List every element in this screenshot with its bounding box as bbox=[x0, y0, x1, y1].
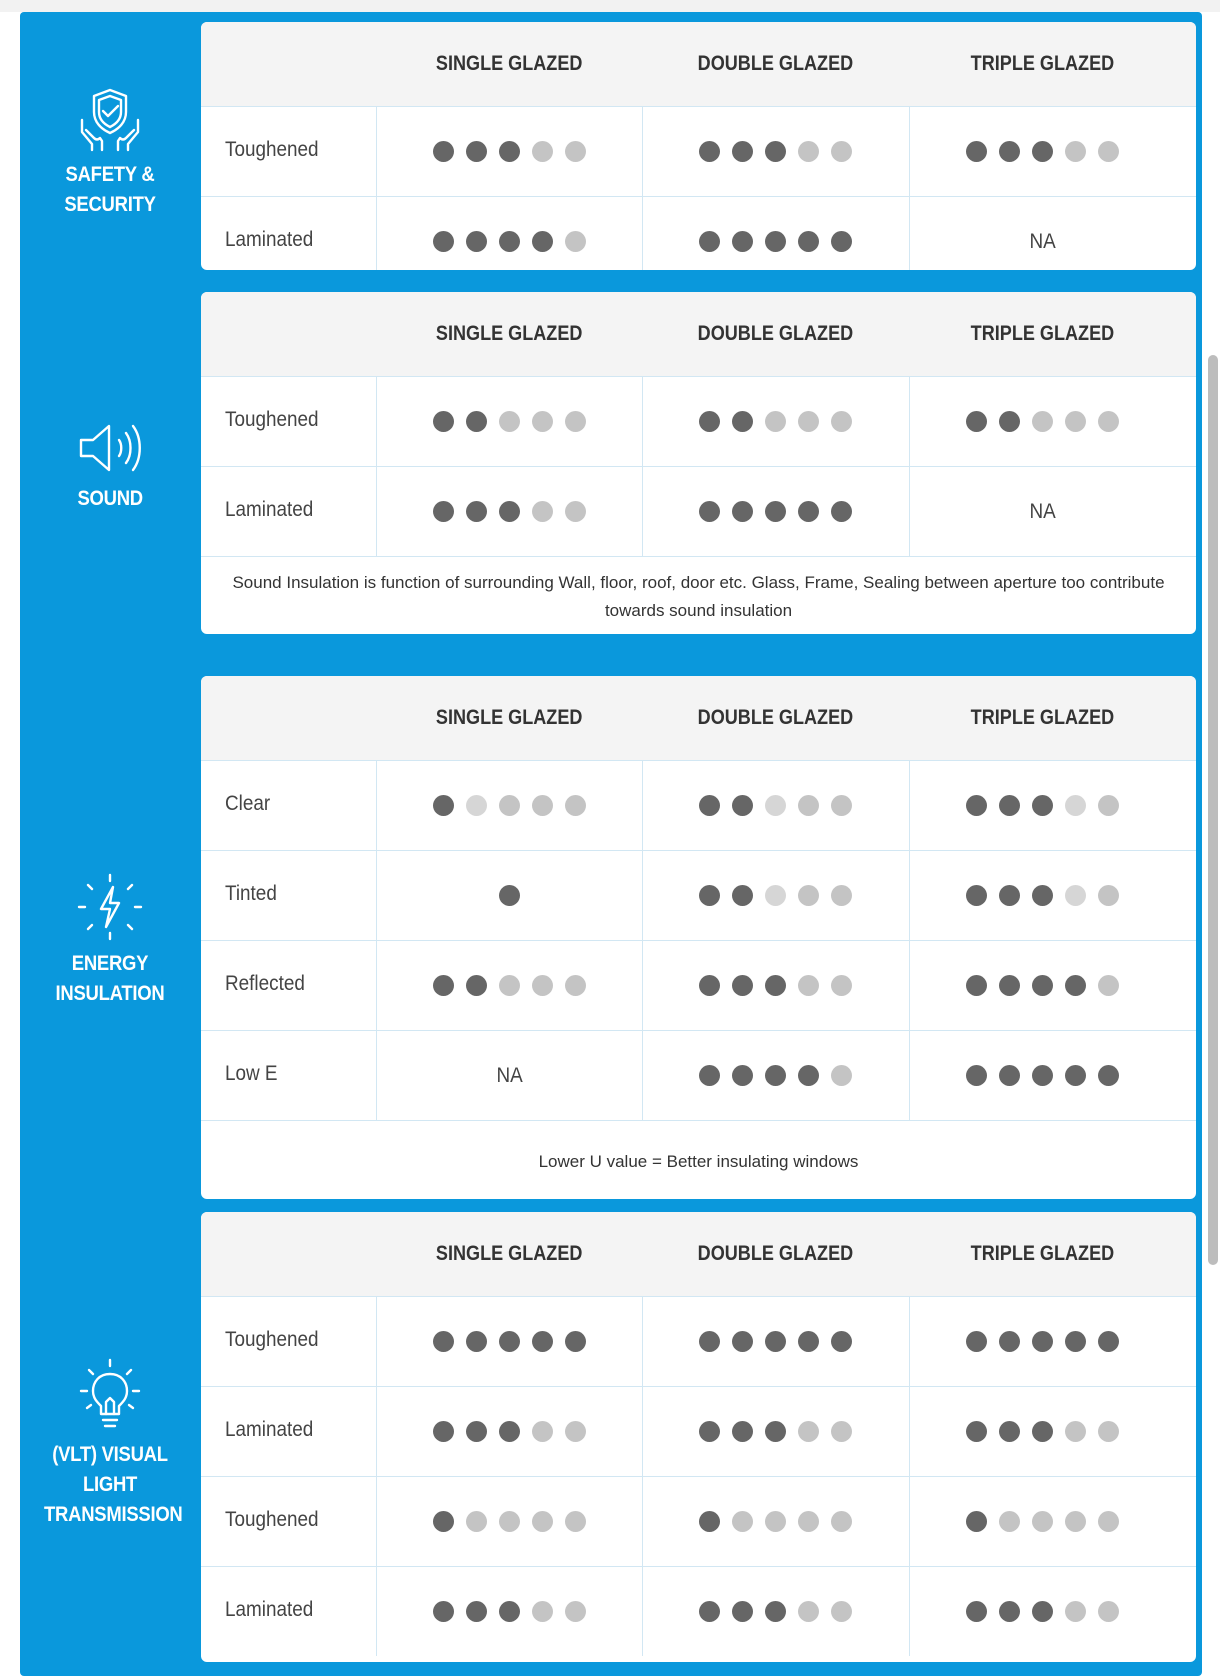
rating-dot-empty bbox=[1098, 885, 1119, 906]
rating-dots bbox=[433, 795, 586, 816]
rating-dots bbox=[699, 1601, 852, 1622]
table-row bbox=[201, 466, 1196, 556]
section-title: SAFETY & SECURITY bbox=[64, 163, 156, 216]
rating-dots bbox=[699, 231, 852, 252]
rating-dot-empty bbox=[466, 1511, 487, 1532]
rating-dot-filled bbox=[966, 975, 987, 996]
rating-dot-empty bbox=[499, 795, 520, 816]
rating-dot-filled bbox=[1065, 1331, 1086, 1352]
table-row bbox=[201, 106, 1196, 196]
rating-dot-filled bbox=[1032, 975, 1053, 996]
section-title: ENERGY INSULATION bbox=[55, 952, 165, 1005]
rating-dots bbox=[699, 975, 852, 996]
rating-dot-filled bbox=[999, 1331, 1020, 1352]
rating-dots bbox=[699, 141, 852, 162]
rating-dot-filled bbox=[433, 1601, 454, 1622]
column-header: SINGLE GLAZED bbox=[435, 706, 583, 729]
rating-dot-empty bbox=[1098, 141, 1119, 162]
rating-dot-empty bbox=[765, 795, 786, 816]
rating-cell bbox=[909, 941, 1175, 1030]
rating-dot-empty bbox=[565, 231, 586, 252]
rating-dots bbox=[699, 1065, 852, 1086]
row-label: Toughened bbox=[225, 1508, 319, 1531]
scrollbar[interactable] bbox=[1208, 355, 1218, 1265]
rating-dot-empty bbox=[532, 501, 553, 522]
rating-dot-filled bbox=[466, 1331, 487, 1352]
rating-dot-empty bbox=[831, 1065, 852, 1086]
rating-dot-filled bbox=[699, 1421, 720, 1442]
rating-dot-filled bbox=[499, 885, 520, 906]
rating-dot-filled bbox=[999, 975, 1020, 996]
rating-dot-empty bbox=[499, 1511, 520, 1532]
rating-dot-filled bbox=[999, 1421, 1020, 1442]
rating-cell bbox=[909, 1297, 1175, 1386]
not-applicable-text: NA bbox=[1029, 499, 1056, 523]
rating-dot-empty bbox=[798, 411, 819, 432]
row-label: Reflected bbox=[225, 972, 305, 995]
rating-dot-empty bbox=[565, 1511, 586, 1532]
rating-dot-filled bbox=[466, 231, 487, 252]
rating-dot-filled bbox=[798, 231, 819, 252]
rating-dot-filled bbox=[1098, 1065, 1119, 1086]
rating-dot-filled bbox=[699, 1601, 720, 1622]
rating-dot-empty bbox=[565, 141, 586, 162]
light-bulb-icon bbox=[77, 1358, 143, 1432]
rating-dot-empty bbox=[532, 1601, 553, 1622]
rating-dot-empty bbox=[532, 141, 553, 162]
rating-dot-filled bbox=[699, 231, 720, 252]
section-title: SOUND bbox=[77, 487, 143, 510]
table-row bbox=[201, 1030, 1196, 1120]
rating-dots bbox=[699, 1511, 852, 1532]
rating-dot-empty bbox=[499, 975, 520, 996]
rating-dots bbox=[433, 1511, 586, 1532]
table-header bbox=[201, 1212, 1196, 1296]
rating-cell bbox=[642, 377, 908, 466]
row-label: Low E bbox=[225, 1062, 278, 1085]
section-sound bbox=[20, 292, 1202, 642]
column-header: TRIPLE GLAZED bbox=[970, 706, 1114, 729]
rating-dot-filled bbox=[1032, 1065, 1053, 1086]
rating-dot-filled bbox=[499, 1331, 520, 1352]
rating-cell bbox=[909, 1387, 1175, 1476]
rating-cell bbox=[642, 761, 908, 850]
rating-dots bbox=[966, 1331, 1119, 1352]
rating-dot-empty bbox=[765, 1511, 786, 1532]
rating-dot-filled bbox=[1065, 975, 1086, 996]
rating-dots bbox=[433, 1331, 586, 1352]
rating-dot-empty bbox=[466, 795, 487, 816]
rating-cell bbox=[909, 1031, 1175, 1120]
rating-dot-filled bbox=[999, 795, 1020, 816]
rating-dot-empty bbox=[831, 1601, 852, 1622]
rating-dot-empty bbox=[732, 1511, 753, 1532]
rating-dot-empty bbox=[831, 795, 852, 816]
rating-dot-empty bbox=[1065, 795, 1086, 816]
rating-dot-empty bbox=[532, 411, 553, 432]
rating-cell bbox=[642, 197, 908, 270]
rating-dot-empty bbox=[565, 1421, 586, 1442]
rating-dot-filled bbox=[732, 1421, 753, 1442]
rating-dot-filled bbox=[765, 231, 786, 252]
rating-cell bbox=[376, 1031, 642, 1120]
rating-dots bbox=[966, 1601, 1119, 1622]
rating-cell bbox=[376, 107, 642, 196]
row-label: Toughened bbox=[225, 1328, 319, 1351]
rating-cell bbox=[376, 197, 642, 270]
rating-dot-empty bbox=[532, 1511, 553, 1532]
section-sidebar bbox=[20, 1212, 200, 1676]
table-row bbox=[201, 1296, 1196, 1386]
rating-dot-filled bbox=[831, 501, 852, 522]
rating-dot-filled bbox=[499, 1601, 520, 1622]
rating-dots bbox=[966, 885, 1119, 906]
rating-dots bbox=[966, 141, 1119, 162]
rating-cell bbox=[642, 1567, 908, 1656]
rating-dots bbox=[966, 1065, 1119, 1086]
rating-dot-filled bbox=[732, 1601, 753, 1622]
rating-cell bbox=[376, 1297, 642, 1386]
rating-dots bbox=[699, 411, 852, 432]
table-row bbox=[201, 376, 1196, 466]
rating-dot-filled bbox=[699, 1511, 720, 1532]
column-header: DOUBLE GLAZED bbox=[697, 322, 853, 345]
rating-cell bbox=[642, 1477, 908, 1566]
rating-dot-empty bbox=[532, 795, 553, 816]
rating-cell bbox=[642, 467, 908, 556]
rating-dot-empty bbox=[798, 795, 819, 816]
rating-dots bbox=[699, 1331, 852, 1352]
rating-dots bbox=[966, 1421, 1119, 1442]
rating-dot-filled bbox=[499, 1421, 520, 1442]
rating-dot-empty bbox=[798, 885, 819, 906]
rating-dot-filled bbox=[966, 795, 987, 816]
rating-dot-empty bbox=[798, 141, 819, 162]
table-note: Sound Insulation is function of surrounding Wall, floor, roof, door etc. Glass, Frame, Sealing between aperture too contribute towards sound insulation bbox=[201, 556, 1196, 634]
rating-dots bbox=[699, 795, 852, 816]
rating-dots bbox=[433, 1601, 586, 1622]
column-header: TRIPLE GLAZED bbox=[970, 52, 1114, 75]
rating-dot-filled bbox=[466, 501, 487, 522]
table-row bbox=[201, 850, 1196, 940]
rating-dot-filled bbox=[999, 141, 1020, 162]
rating-dot-empty bbox=[999, 1511, 1020, 1532]
energy-bolt-icon bbox=[75, 873, 145, 941]
rating-dot-filled bbox=[966, 1601, 987, 1622]
rating-dot-empty bbox=[532, 1421, 553, 1442]
section-sidebar bbox=[20, 292, 200, 642]
rating-dot-filled bbox=[732, 141, 753, 162]
column-header: SINGLE GLAZED bbox=[435, 1242, 583, 1265]
section-title: (VLT) VISUAL LIGHT TRANSMISSION bbox=[44, 1443, 183, 1526]
rating-dot-empty bbox=[765, 411, 786, 432]
rating-dot-filled bbox=[699, 411, 720, 432]
rating-dot-filled bbox=[1032, 1331, 1053, 1352]
table-header bbox=[201, 22, 1196, 106]
rating-dot-filled bbox=[499, 231, 520, 252]
rating-table bbox=[201, 1212, 1196, 1662]
column-header: TRIPLE GLAZED bbox=[970, 322, 1114, 345]
rating-dot-filled bbox=[433, 231, 454, 252]
column-header: SINGLE GLAZED bbox=[435, 52, 583, 75]
rating-dot-empty bbox=[1098, 1511, 1119, 1532]
rating-dot-empty bbox=[1032, 411, 1053, 432]
rating-dot-filled bbox=[699, 141, 720, 162]
rating-dot-empty bbox=[1065, 411, 1086, 432]
rating-dots bbox=[699, 501, 852, 522]
table-row bbox=[201, 196, 1196, 270]
rating-dots bbox=[966, 975, 1119, 996]
rating-dot-filled bbox=[732, 231, 753, 252]
rating-dot-empty bbox=[831, 141, 852, 162]
rating-cell bbox=[909, 467, 1175, 556]
rating-dot-filled bbox=[732, 795, 753, 816]
not-applicable-text: NA bbox=[496, 1063, 523, 1087]
row-label: Laminated bbox=[225, 1598, 314, 1621]
rating-dot-filled bbox=[433, 795, 454, 816]
rating-dot-filled bbox=[433, 411, 454, 432]
rating-dot-filled bbox=[433, 1331, 454, 1352]
rating-dot-empty bbox=[831, 975, 852, 996]
rating-dot-filled bbox=[732, 501, 753, 522]
rating-dot-filled bbox=[433, 1511, 454, 1532]
rating-dot-filled bbox=[1032, 795, 1053, 816]
rating-dot-filled bbox=[831, 1331, 852, 1352]
table-header bbox=[201, 676, 1196, 760]
row-label: Laminated bbox=[225, 228, 314, 251]
rating-dot-filled bbox=[433, 141, 454, 162]
rating-dot-filled bbox=[1065, 1065, 1086, 1086]
rating-dot-filled bbox=[699, 795, 720, 816]
row-label: Clear bbox=[225, 792, 271, 815]
rating-table bbox=[201, 292, 1196, 634]
row-label: Laminated bbox=[225, 498, 314, 521]
column-header: DOUBLE GLAZED bbox=[697, 52, 853, 75]
rating-cell bbox=[909, 851, 1175, 940]
rating-cell bbox=[376, 1477, 642, 1566]
rating-dot-filled bbox=[732, 975, 753, 996]
rating-cell bbox=[909, 1567, 1175, 1656]
rating-dot-empty bbox=[499, 411, 520, 432]
rating-dot-filled bbox=[732, 411, 753, 432]
rating-dots bbox=[433, 501, 586, 522]
table-row bbox=[201, 1566, 1196, 1656]
rating-cell bbox=[642, 851, 908, 940]
rating-dot-filled bbox=[699, 975, 720, 996]
table-row bbox=[201, 1476, 1196, 1566]
rating-dot-filled bbox=[1032, 1601, 1053, 1622]
rating-dot-filled bbox=[966, 1331, 987, 1352]
rating-dot-filled bbox=[798, 1331, 819, 1352]
table-row bbox=[201, 940, 1196, 1030]
rating-dot-empty bbox=[798, 1601, 819, 1622]
rating-dots bbox=[966, 1511, 1119, 1532]
section-visual-light-transmission bbox=[20, 1212, 1202, 1676]
rating-dot-filled bbox=[1032, 1421, 1053, 1442]
rating-cell bbox=[909, 377, 1175, 466]
rating-cell bbox=[642, 1297, 908, 1386]
row-label: Laminated bbox=[225, 1418, 314, 1441]
rating-dot-empty bbox=[1032, 1511, 1053, 1532]
rating-dot-filled bbox=[765, 1331, 786, 1352]
rating-dot-empty bbox=[798, 1421, 819, 1442]
rating-dot-empty bbox=[1098, 411, 1119, 432]
rating-dot-empty bbox=[1065, 1511, 1086, 1532]
rating-dot-empty bbox=[532, 975, 553, 996]
rating-dot-empty bbox=[1065, 1421, 1086, 1442]
table-header bbox=[201, 292, 1196, 376]
rating-dot-empty bbox=[565, 975, 586, 996]
rating-cell bbox=[909, 197, 1175, 270]
column-header: TRIPLE GLAZED bbox=[970, 1242, 1114, 1265]
rating-dot-filled bbox=[966, 141, 987, 162]
rating-dot-empty bbox=[565, 1601, 586, 1622]
rating-dot-empty bbox=[565, 411, 586, 432]
rating-dot-filled bbox=[466, 1601, 487, 1622]
rating-dots bbox=[699, 885, 852, 906]
rating-dot-filled bbox=[966, 1511, 987, 1532]
rating-dot-empty bbox=[798, 1511, 819, 1532]
rating-dot-filled bbox=[1032, 885, 1053, 906]
section-energy-insulation bbox=[20, 676, 1202, 1206]
rating-table bbox=[201, 22, 1196, 270]
rating-dot-filled bbox=[732, 1065, 753, 1086]
rating-dot-filled bbox=[699, 501, 720, 522]
rating-dot-filled bbox=[433, 975, 454, 996]
table-row bbox=[201, 760, 1196, 850]
rating-dot-empty bbox=[1065, 885, 1086, 906]
rating-dot-filled bbox=[433, 1421, 454, 1442]
rating-dot-empty bbox=[831, 411, 852, 432]
rating-dots bbox=[699, 1421, 852, 1442]
rating-cell bbox=[376, 377, 642, 466]
rating-dot-filled bbox=[532, 231, 553, 252]
rating-cell bbox=[376, 1387, 642, 1476]
row-label: Toughened bbox=[225, 138, 319, 161]
section-safety-security bbox=[20, 22, 1202, 284]
row-label: Toughened bbox=[225, 408, 319, 431]
rating-dots bbox=[433, 231, 586, 252]
rating-cell bbox=[376, 761, 642, 850]
rating-dot-filled bbox=[466, 1421, 487, 1442]
rating-dot-filled bbox=[966, 1421, 987, 1442]
shield-hands-icon bbox=[78, 86, 142, 152]
rating-dot-filled bbox=[499, 501, 520, 522]
rating-cell bbox=[642, 1031, 908, 1120]
rating-cell bbox=[909, 1477, 1175, 1566]
rating-dot-filled bbox=[999, 885, 1020, 906]
rating-dot-empty bbox=[1065, 141, 1086, 162]
rating-dot-filled bbox=[732, 885, 753, 906]
rating-dot-filled bbox=[466, 141, 487, 162]
rating-dot-empty bbox=[1065, 1601, 1086, 1622]
rating-dot-filled bbox=[532, 1331, 553, 1352]
rating-dot-filled bbox=[1098, 1331, 1119, 1352]
rating-dot-filled bbox=[999, 1601, 1020, 1622]
section-sidebar bbox=[20, 676, 200, 1206]
rating-dots bbox=[499, 885, 520, 906]
rating-dot-filled bbox=[699, 1065, 720, 1086]
rating-dot-filled bbox=[999, 1065, 1020, 1086]
rating-dot-filled bbox=[699, 885, 720, 906]
table-row bbox=[201, 1386, 1196, 1476]
rating-cell bbox=[376, 467, 642, 556]
rating-dot-filled bbox=[966, 411, 987, 432]
rating-dot-filled bbox=[999, 411, 1020, 432]
rating-dot-filled bbox=[798, 1065, 819, 1086]
not-applicable-text: NA bbox=[1029, 229, 1056, 253]
rating-dot-empty bbox=[1098, 975, 1119, 996]
rating-dot-empty bbox=[565, 795, 586, 816]
rating-dot-filled bbox=[765, 141, 786, 162]
top-strip bbox=[0, 0, 1220, 12]
rating-dot-filled bbox=[765, 1421, 786, 1442]
rating-dot-empty bbox=[1098, 1601, 1119, 1622]
rating-dots bbox=[433, 411, 586, 432]
rating-dot-empty bbox=[831, 885, 852, 906]
rating-dots bbox=[966, 411, 1119, 432]
rating-cell bbox=[376, 941, 642, 1030]
rating-cell bbox=[376, 1567, 642, 1656]
rating-cell bbox=[642, 107, 908, 196]
rating-dot-empty bbox=[1098, 795, 1119, 816]
rating-dot-filled bbox=[966, 1065, 987, 1086]
rating-dot-filled bbox=[765, 501, 786, 522]
rating-cell bbox=[376, 851, 642, 940]
rating-dots bbox=[433, 141, 586, 162]
rating-dot-empty bbox=[565, 501, 586, 522]
rating-dot-filled bbox=[433, 501, 454, 522]
table-note: Lower U value = Better insulating windows bbox=[201, 1120, 1196, 1199]
section-sidebar bbox=[20, 22, 200, 284]
rating-dot-filled bbox=[499, 141, 520, 162]
column-header: DOUBLE GLAZED bbox=[697, 1242, 853, 1265]
rating-cell bbox=[909, 107, 1175, 196]
rating-dot-filled bbox=[565, 1331, 586, 1352]
rating-dot-filled bbox=[831, 231, 852, 252]
rating-dot-empty bbox=[831, 1511, 852, 1532]
rating-cell bbox=[642, 941, 908, 1030]
rating-dots bbox=[433, 1421, 586, 1442]
row-label: Tinted bbox=[225, 882, 277, 905]
column-header: SINGLE GLAZED bbox=[435, 322, 583, 345]
rating-cell bbox=[642, 1387, 908, 1476]
rating-dot-filled bbox=[765, 975, 786, 996]
rating-table bbox=[201, 676, 1196, 1199]
rating-dot-empty bbox=[831, 1421, 852, 1442]
rating-dot-filled bbox=[765, 1065, 786, 1086]
rating-dots bbox=[966, 795, 1119, 816]
rating-dot-filled bbox=[1032, 141, 1053, 162]
rating-dot-filled bbox=[466, 411, 487, 432]
rating-dot-filled bbox=[798, 501, 819, 522]
column-header: DOUBLE GLAZED bbox=[697, 706, 853, 729]
rating-dot-filled bbox=[699, 1331, 720, 1352]
rating-dot-empty bbox=[798, 975, 819, 996]
rating-dot-empty bbox=[765, 885, 786, 906]
speaker-icon bbox=[75, 420, 145, 476]
rating-cell bbox=[909, 761, 1175, 850]
rating-dot-filled bbox=[765, 1601, 786, 1622]
rating-dots bbox=[433, 975, 586, 996]
glass-comparison-panel bbox=[20, 12, 1202, 1676]
rating-dot-empty bbox=[1098, 1421, 1119, 1442]
rating-dot-filled bbox=[732, 1331, 753, 1352]
rating-dot-filled bbox=[966, 885, 987, 906]
rating-dot-filled bbox=[466, 975, 487, 996]
